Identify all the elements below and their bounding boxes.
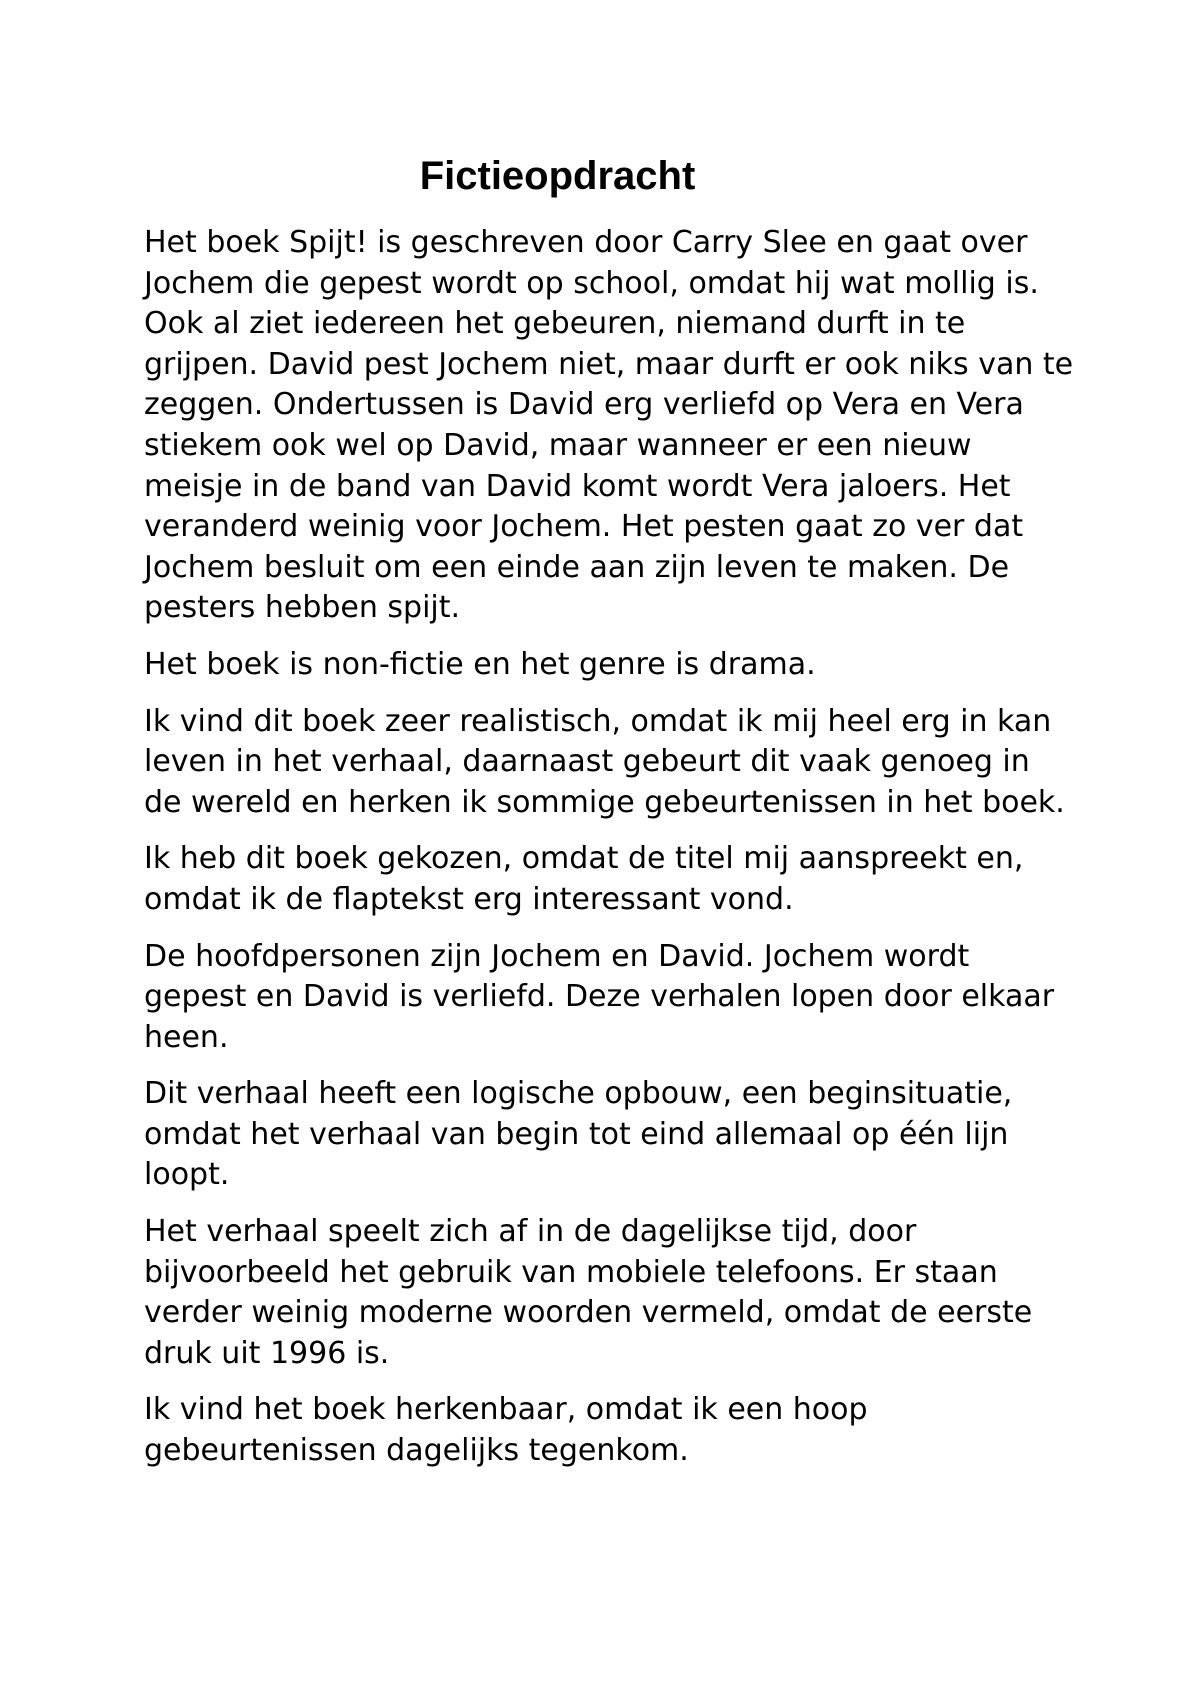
paragraph-setting: Het verhaal speelt zich af in de dagelijkse tijd, door bijvoorbeeld het gebruik van mobiele telefoons. Er staan verder weinig moderne woorden vermeld, omdat de eerste druk uit 1996 is. bbox=[144, 1214, 1033, 1371]
document-title: Fictieopdracht bbox=[419, 154, 696, 198]
paragraph-realism: Ik vind dit boek zeer realistisch, omdat ik mij heel erg in kan leven in het verhaal, daarnaast gebeurt dit vaak genoeg in de wereld en herken ik sommige gebeurtenissen in het boek. bbox=[144, 703, 1065, 820]
paragraph-summary: Het boek Spijt! is geschreven door Carry Slee en gaat over Jochem die gepest wordt op school, omdat hij wat mollig is. Ook al ziet iedereen het gebeuren, niemand durft in te grijpen. David pest Jochem niet, maar durft er ook niks van te zeggen. Ondertussen is David erg verliefd op Vera en Vera stiekem ook wel op David, maar wanneer er een nieuw meisje in de band van David komt wordt Vera jaloers. Het veranderd weinig voor Jochem. Het pesten gaat zo ver dat Jochem besluit om een einde aan zijn leven te maken. De pesters hebben spijt. bbox=[144, 225, 1074, 626]
paragraph-choice: Ik heb dit boek gekozen, omdat de titel mij aanspreekt en, omdat ik de flaptekst erg interessant vond. bbox=[144, 841, 1024, 917]
paragraph-main-characters: De hoofdpersonen zijn Jochem en David. Jochem wordt gepest en David is verliefd. Deze verhalen lopen door elkaar heen. bbox=[144, 938, 1055, 1055]
paragraph-genre: Het boek is non-fictie en het genre is drama. bbox=[144, 646, 816, 682]
paragraph-structure: Dit verhaal heeft een logische opbouw, een beginsituatie, omdat het verhaal van begin tot eind allemaal op één lijn loopt. bbox=[144, 1076, 1013, 1193]
paragraph-recognizable: Ik vind het boek herkenbaar, omdat ik een hoop gebeurtenissen dagelijks tegenkom. bbox=[144, 1392, 868, 1469]
document-body bbox=[144, 223, 1074, 1488]
